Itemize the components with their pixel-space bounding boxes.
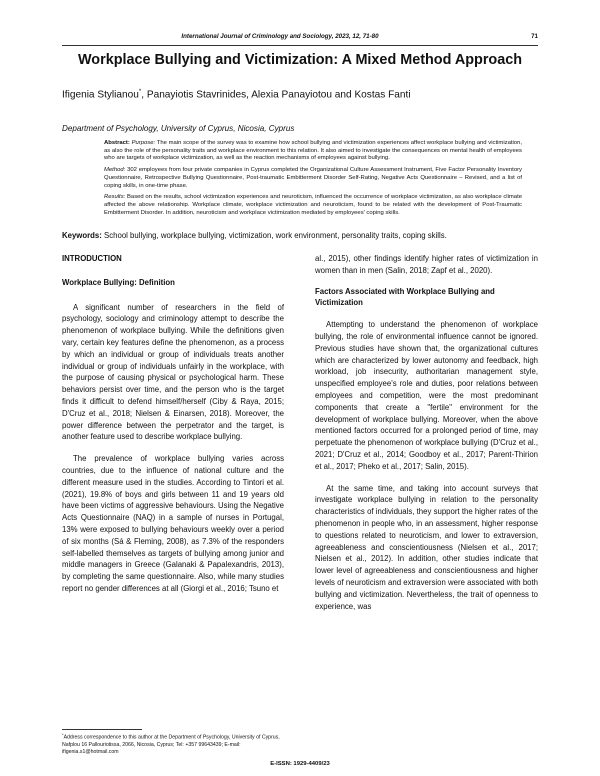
affiliation: Department of Psychology, University of Cyprus, Nicosia, Cyprus [62, 124, 295, 133]
footnote-text: Address correspondence to this author at the Department of Psychology, University of Cyprus, Nafplou 16 Pallouriotissa, 2066, Nicosia, Cyprus; Tel: +357 99643439; E-mail: ifigenia.s1@hotmail.com [62, 734, 280, 755]
footnote-mark: * [62, 732, 64, 737]
results-label: Results: [104, 194, 126, 201]
paragraph: The prevalence of workplace bullying varies across countries, due to the influence of national culture and the different measure used in the studies. According to Tintori et al. (2021), 19.8% of boys and girls between 11 and 19 years old have been victims of aggressive behaviours. Using the Negative Acts Questionnaire (NAQ) in a sample of nurses in Portugal, 13% were exposed to bullying behaviours weekly over a period of six months (Sá & Fleming, 2008), as 7.3% of the responders self-labelled themselves as targets of bullying among junior and middle managers in Greece (Galanaki & Papalexandris, 2013), by completing the same questionnaire. Also, while many studies report no gender differences at all (Giorgi et al., 2016; Tsuno et [62, 454, 284, 593]
issn-footer: E-ISSN: 1929-4409/23 [270, 761, 330, 767]
abstract-method [104, 167, 522, 190]
purpose-text: The main scope of the survey was to examine how school bullying and victimization experiences affect workplace bullying and victimization, as also the role of the personality traits and workplace environment to this relation. It also aimed to investigate the consequences on mental health of employees who are targets of workplace victimization, as well as the reaction mechanisms of employees against bullying. [104, 140, 522, 162]
method-label: Method: [104, 167, 126, 174]
page-number: 71 [531, 33, 538, 40]
abstract-results [104, 194, 522, 217]
abstract-heading: Abstract: [104, 140, 130, 146]
author-list [62, 89, 538, 100]
correspondence-mark: * [138, 89, 142, 95]
header-rule [62, 45, 538, 46]
keywords [62, 231, 542, 240]
article-title: Workplace Bullying and Victimization: A Mixed Method Approach [77, 52, 523, 68]
correspondence-footnote [62, 731, 284, 756]
purpose-label: Purpose: [131, 140, 156, 146]
keywords-label: Keywords: [62, 231, 102, 240]
abstract-purpose [104, 140, 522, 163]
co-authors: , Panayiotis Stavrinides, Alexia Panayiotou and Kostas Fanti [141, 89, 411, 101]
section-heading-introduction: INTRODUCTION [62, 254, 122, 263]
method-text: 302 employees from four private companies in Cyprus completed the Organizational Culture Assessment Instrument, Five Factor Personality Inventory Questionnaire, Retrospective Bullying Questionnaire, Post-traumatic Embitterment Disorder Self-Rating, Negative Acts Questionnaire – Revised, and a list of coping skills, in one-time phase. [104, 167, 522, 189]
paragraph: A significant number of researchers in the field of psychology, sociology and criminology attempt to describe the phenomenon of workplace bullying. While the definitions given vary, certain key features define the phenomenon, as a process by which an individual or group of individuals treats another individual or group of individuals unfairly in the workplace, with the purpose of causing physical or psychological harm. These behaviors persist over time, and the person who is the target finds it difficult to defend himself/herself (Ciby & Raya, 2015; D'Cruz et al., 2018; Nielsen & Einarsen, 2018). Moreover, the power difference between the perpetrator and the target, is another feature used to describe workplace bullying. [62, 302, 284, 442]
paragraph: At the same time, and taking into account surveys that investigate workplace bullying in relation to the personality characteristics of individuals, they support the higher rates of the phenomenon in people who, in an assessment, higher response to questions related to neuroticism, and lower to extraversion, agreeableness and conscientiousness (Nielsen et al., 2017; Nielsen et al., 2012). In addition, other studies indicate that lower level of agreeableness and conscientiousness and higher levels of neuroticism and extraversion were associated with both bullying and victimization. Nevertheless, the trait of openness to experience, was [315, 483, 538, 611]
results-text: Based on the results, school victimization experiences and neuroticism, influenced the occurrence of workplace victimization, as also workplace climate affected the above relationship. Workplace climate, workplace victimization and neuroticism, found to be related with the development of Post-Traumatic Embitterment Disorder. In addition, neuroticism and workplace victimization mediated by employees' coping skills. [104, 194, 522, 216]
keywords-text: School bullying, workplace bullying, victimization, work environment, personality traits, coping skills. [104, 231, 447, 240]
subsection-heading-factors: Factors Associated with Workplace Bullying and Victimization [315, 286, 495, 308]
footnote-rule [62, 729, 142, 730]
abstract [104, 140, 522, 221]
corresponding-author: Ifigenia Stylianou [62, 89, 139, 101]
paragraph: Attempting to understand the phenomenon of workplace bullying, the role of environmental influence cannot be ignored. Previous studies have shown that, the organizational cultures which are characterized by lower autonomy and feedback, high workload, job insecurity, authoritarian management style, unspecified employee's role and duties, poor relations between employees and competition, were the most predominant components that create a "fertile" environment for the development of workplace bullying. Moreover, when the above mentioned factors occurred for a prolonged period of time, may perpetuate the phenomenon of workplace bullying (D'Cruz et al., 2021; D'Cruz et al., 2014; Goodboy et al., 2017; Parent-Thirion et al., 2017; Pheko et al., 2017; Salin, 2015). [315, 320, 538, 471]
running-header [62, 33, 538, 45]
right-column [315, 253, 538, 758]
left-column [62, 253, 284, 758]
subsection-heading-definition: Workplace Bullying: Definition [62, 277, 175, 287]
journal-citation: International Journal of Criminology and Sociology, 2023, 12, 71-80 [181, 33, 379, 40]
paragraph-continued: al., 2015), other findings identify higher rates of victimization in women than in men (Salin, 2018; Zapf et al., 2020). [315, 254, 538, 275]
